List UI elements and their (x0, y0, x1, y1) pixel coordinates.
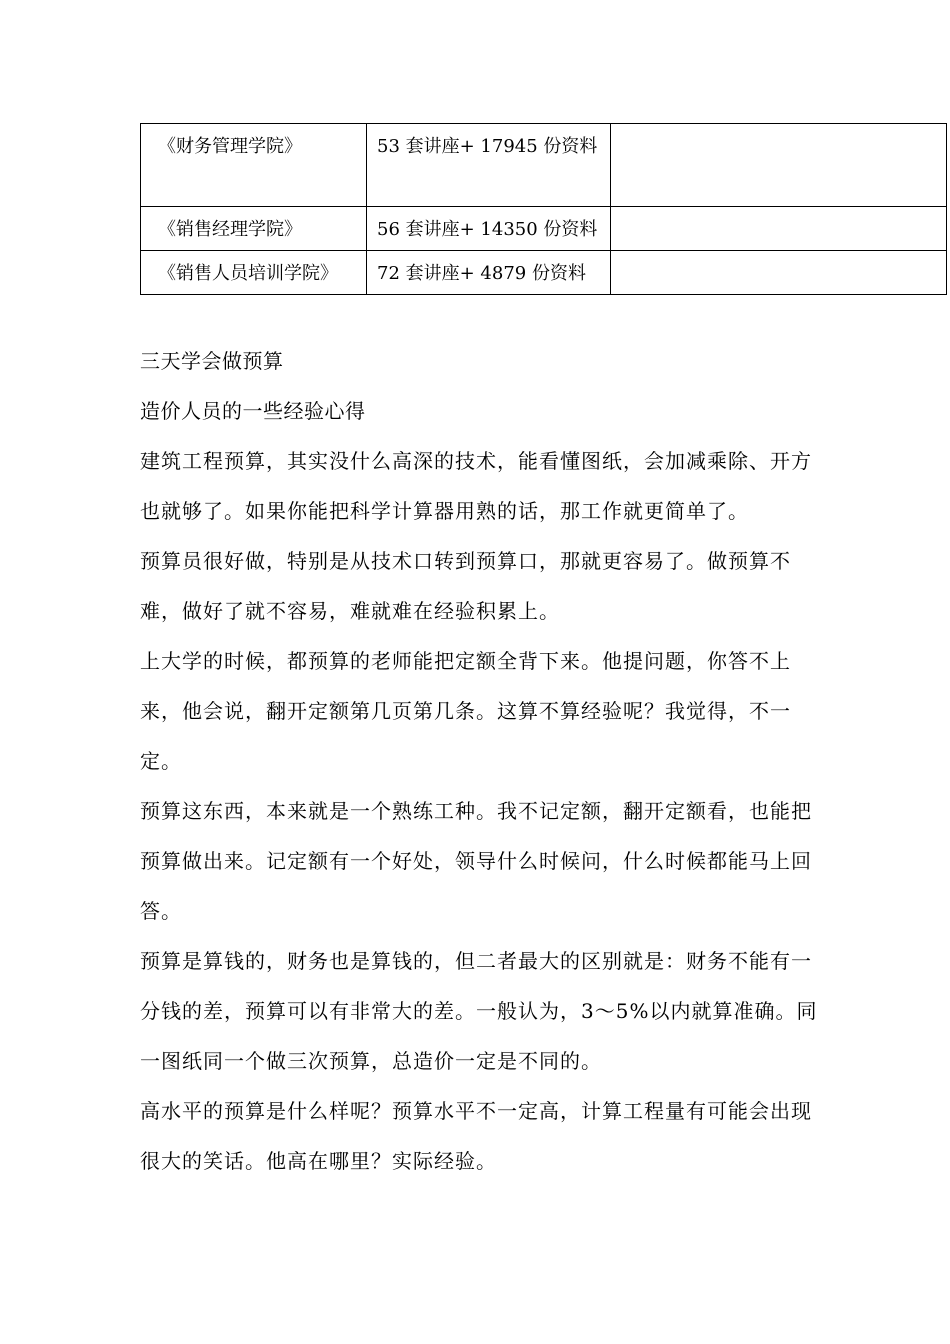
table-cell-resources: 72 套讲座+ 4879 份资料 (367, 251, 611, 295)
table-cell-resources: 53 套讲座+ 17945 份资料 (367, 124, 611, 207)
paragraph: 预算是算钱的，财务也是算钱的，但二者最大的区别就是：财务不能有一分钱的差，预算可以有非常大的差。一般认为，3～5%以内就算准确。同一图纸同一个做三次预算，总造价一定是不同的。 (140, 949, 818, 1073)
section-subtitle: 造价人员的一些经验心得 (140, 399, 366, 423)
paragraph: 建筑工程预算，其实没什么高深的技术，能看懂图纸，会加减乘除、开方也就够了。如果你能把科学计算器用熟的话，那工作就更简单了。 (140, 449, 812, 523)
table-cell-college: 《销售人员培训学院》 (141, 251, 367, 295)
table-cell-college: 《销售经理学院》 (141, 207, 367, 251)
document-body (140, 336, 830, 1186)
paragraph: 高水平的预算是什么样呢？预算水平不一定高，计算工程量有可能会出现很大的笑话。他高在哪里？实际经验。 (140, 1099, 812, 1173)
resource-table (140, 123, 947, 295)
table-cell-empty (611, 124, 947, 207)
table-row (141, 207, 947, 251)
table-cell-empty (611, 251, 947, 295)
paragraph: 上大学的时候，都预算的老师能把定额全背下来。他提问题，你答不上来，他会说，翻开定额第几页第几条。这算不算经验呢？我觉得，不一定。 (140, 649, 791, 773)
table-cell-college: 《财务管理学院》 (141, 124, 367, 207)
paragraph: 预算员很好做，特别是从技术口转到预算口，那就更容易了。做预算不难，做好了就不容易，难就难在经验积累上。 (140, 549, 791, 623)
table-row (141, 251, 947, 295)
table-cell-resources: 56 套讲座+ 14350 份资料 (367, 207, 611, 251)
section-title: 三天学会做预算 (140, 349, 284, 373)
table-cell-empty (611, 207, 947, 251)
table-row (141, 124, 947, 207)
paragraph: 预算这东西，本来就是一个熟练工种。我不记定额，翻开定额看，也能把预算做出来。记定额有一个好处，领导什么时候问，什么时候都能马上回答。 (140, 799, 812, 923)
